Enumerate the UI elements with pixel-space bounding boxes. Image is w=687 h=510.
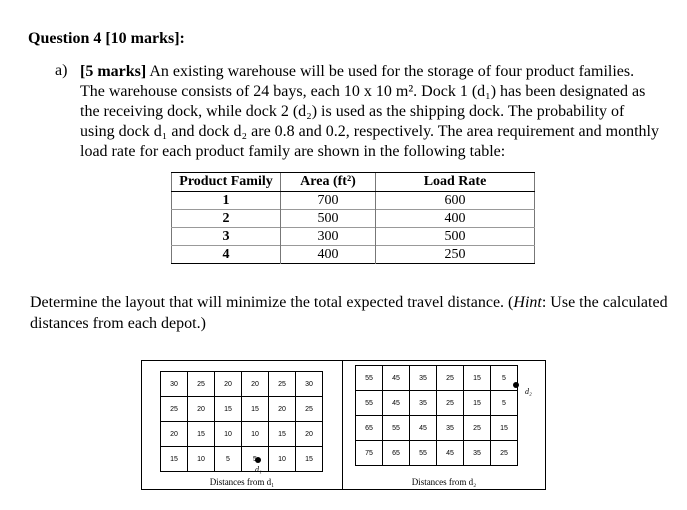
instruction-text — [30, 292, 670, 334]
part-marks: [5 marks] — [80, 63, 147, 80]
table-cell: 3 — [172, 228, 281, 246]
grid-cell: 25 — [269, 372, 296, 397]
table-cell: 500 — [281, 210, 376, 228]
grid-cell: 25 — [437, 391, 464, 416]
grid-cell: 15 — [491, 416, 518, 441]
grid-cell: 15 — [215, 397, 242, 422]
grid-cell: 75 — [356, 441, 383, 466]
table-cell: 500 — [376, 228, 535, 246]
table-row — [172, 210, 535, 228]
hint-label: Hint — [513, 294, 542, 311]
header-area: Area (ft²) — [281, 173, 376, 192]
table-cell: 600 — [376, 192, 535, 210]
grid-cell: 15 — [161, 447, 188, 472]
distance-grid-d2 — [355, 365, 518, 466]
dock-d1-label: d₁ — [255, 465, 262, 474]
part-label: a) — [55, 62, 68, 79]
grid-cell: 55 — [410, 441, 437, 466]
product-table — [171, 172, 535, 264]
table-cell: 2 — [172, 210, 281, 228]
table-row — [172, 192, 535, 210]
grid-cell: 10 — [188, 447, 215, 472]
table-cell: 4 — [172, 246, 281, 264]
grid-cell: 55 — [383, 416, 410, 441]
grid-cell: 55 — [356, 366, 383, 391]
table-cell: 1 — [172, 192, 281, 210]
figure-d2-caption: Distances from d₂ — [411, 477, 477, 487]
grid-cell: 45 — [383, 366, 410, 391]
dock-d2-label: d₂ — [525, 387, 532, 396]
grid-cell: 25 — [464, 416, 491, 441]
grid-cell: 10 — [242, 422, 269, 447]
grid-cell: 20 — [269, 397, 296, 422]
grid-cell: 25 — [296, 397, 323, 422]
grid-cell: 15 — [242, 397, 269, 422]
table-cell: 250 — [376, 246, 535, 264]
table-row — [172, 246, 535, 264]
distance-figure-d2 — [342, 360, 546, 490]
question-title: Question 4 [10 marks]: — [28, 30, 185, 47]
grid-cell: 25 — [491, 441, 518, 466]
dock-d1-marker — [255, 457, 261, 463]
instruction-main: Determine the layout that will minimize the total expected travel distance. ( — [30, 294, 514, 311]
grid-cell: 25 — [188, 372, 215, 397]
grid-cell: 35 — [464, 441, 491, 466]
grid-cell: 35 — [410, 391, 437, 416]
grid-cell: 65 — [356, 416, 383, 441]
grid-cell: 45 — [410, 416, 437, 441]
grid-row — [356, 441, 518, 466]
grid-cell: 15 — [269, 422, 296, 447]
grid-cell: 20 — [188, 397, 215, 422]
grid-cell: 5 — [491, 366, 518, 391]
part-description: An existing warehouse will be used for the storage of four product families. The warehouse consists of 24 bays, each 10 x 10 m². Dock 1 (d₁) has been designated as the receiving dock, while dock 2 (d₂) is used as the shipping dock. The probability of using dock d₁ and dock d₂ are 0.8 and 0.2, respectively. The area requirement and monthly load rate for each product family are shown in the following table: — [80, 63, 659, 160]
grid-cell: 20 — [215, 372, 242, 397]
grid-cell: 35 — [410, 366, 437, 391]
grid-row — [161, 422, 323, 447]
figure-d1-caption: Distances from d₁ — [209, 477, 275, 487]
grid-cell: 5 — [491, 391, 518, 416]
grid-cell: 65 — [383, 441, 410, 466]
grid-cell: 15 — [464, 391, 491, 416]
grid-cell: 20 — [242, 372, 269, 397]
grid-cell: 30 — [296, 372, 323, 397]
grid-row — [356, 366, 518, 391]
distance-figure-d1 — [141, 360, 343, 490]
grid-row — [356, 416, 518, 441]
grid-cell: 25 — [437, 366, 464, 391]
grid-cell: 30 — [161, 372, 188, 397]
part-a-text — [80, 62, 660, 162]
dock-d2-marker — [513, 382, 519, 388]
grid-cell: 15 — [188, 422, 215, 447]
grid-cell: 10 — [215, 422, 242, 447]
grid-cell: 5 — [215, 447, 242, 472]
grid-cell: 45 — [437, 441, 464, 466]
table-row — [172, 228, 535, 246]
header-load-rate: Load Rate — [376, 173, 535, 192]
grid-cell: 10 — [269, 447, 296, 472]
grid-cell: 15 — [464, 366, 491, 391]
grid-cell: 20 — [296, 422, 323, 447]
grid-cell: 55 — [356, 391, 383, 416]
header-product-family: Product Family — [172, 173, 281, 192]
grid-row — [161, 447, 323, 472]
grid-cell: 45 — [383, 391, 410, 416]
table-cell: 300 — [281, 228, 376, 246]
distance-grid-d1 — [160, 371, 323, 472]
grid-row — [356, 391, 518, 416]
grid-cell: 25 — [161, 397, 188, 422]
grid-row — [161, 397, 323, 422]
table-cell: 400 — [376, 210, 535, 228]
grid-cell: 35 — [437, 416, 464, 441]
hint-text: : Use the calculated distances from each depot.) — [30, 294, 668, 332]
grid-row — [161, 372, 323, 397]
grid-cell: 15 — [296, 447, 323, 472]
grid-cell: 20 — [161, 422, 188, 447]
table-cell: 400 — [281, 246, 376, 264]
table-cell: 700 — [281, 192, 376, 210]
